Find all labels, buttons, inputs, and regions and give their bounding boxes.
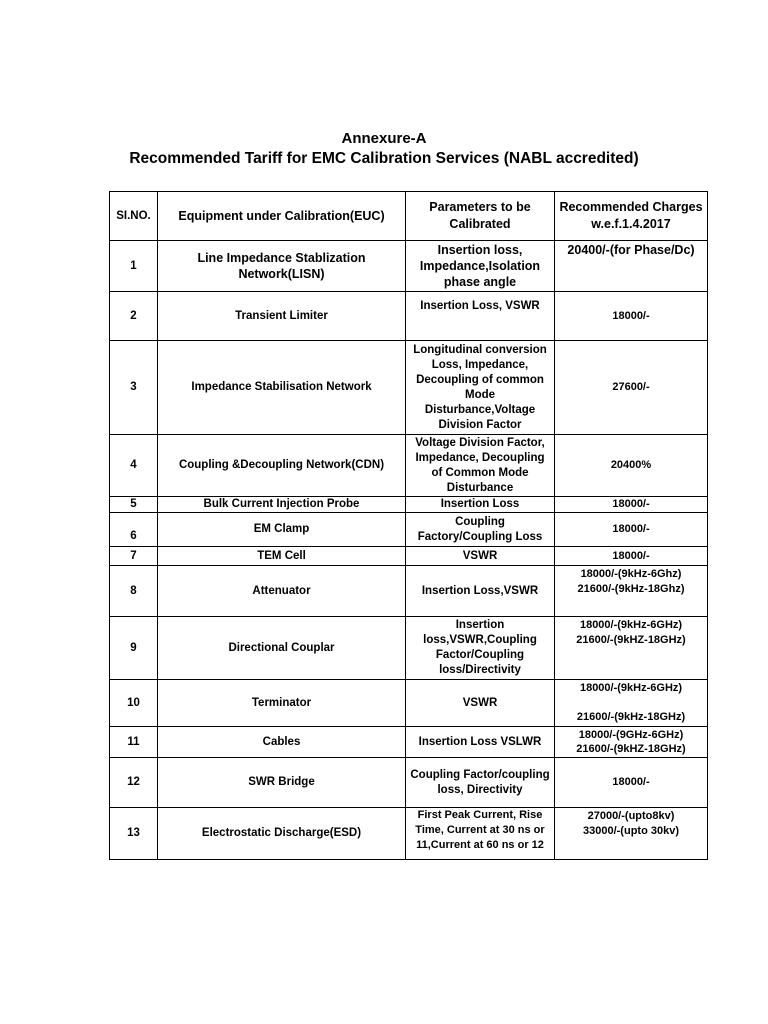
table-row — [110, 727, 708, 758]
row-number: 8 — [110, 566, 158, 617]
parameters-cell: Coupling Factory/Coupling Loss — [406, 513, 555, 547]
table-row — [110, 758, 708, 808]
parameters-cell: VSWR — [406, 547, 555, 566]
row-number: 4 — [110, 435, 158, 497]
table-row — [110, 341, 708, 435]
table-row — [110, 547, 708, 566]
table-row — [110, 241, 708, 292]
row-number: 2 — [110, 292, 158, 341]
row-number: 5 — [110, 497, 158, 513]
parameters-cell: Insertion Loss — [406, 497, 555, 513]
row-number: 11 — [110, 727, 158, 758]
table-row — [110, 617, 708, 680]
table-row — [110, 435, 708, 497]
equipment-name: Impedance Stabilisation Network — [158, 341, 406, 435]
equipment-name: Cables — [158, 727, 406, 758]
row-number: 1 — [110, 241, 158, 292]
parameters-cell: Longitudinal conversion Loss, Impedance, Decoupling of common Mode Disturbance,Voltage Division Factor — [406, 341, 555, 435]
header-charges: Recommended Charges w.e.f.1.4.2017 — [555, 192, 708, 241]
equipment-name: SWR Bridge — [158, 758, 406, 808]
table-row — [110, 292, 708, 341]
charges-cell: 20400% — [555, 435, 708, 497]
parameters-cell: Voltage Division Factor, Impedance, Decoupling of Common Mode Disturbance — [406, 435, 555, 497]
parameters-cell: Insertion Loss VSLWR — [406, 727, 555, 758]
charges-cell: 18000/-(9GHz-6GHz) 21600/-(9kHZ-18GHz) — [555, 727, 708, 758]
header-parameters: Parameters to be Calibrated — [406, 192, 555, 241]
parameters-cell: Insertion loss, Impedance,Isolation phase angle — [406, 241, 555, 292]
charges-cell: 18000/- — [555, 497, 708, 513]
charges-cell: 27600/- — [555, 341, 708, 435]
equipment-name: Coupling &Decoupling Network(CDN) — [158, 435, 406, 497]
charges-cell: 18000/- — [555, 547, 708, 566]
parameters-cell: Insertion Loss,VSWR — [406, 566, 555, 617]
tariff-table — [109, 191, 708, 860]
table-row — [110, 808, 708, 860]
document-title: Recommended Tariff for EMC Calibration Services (NABL accredited) — [129, 150, 639, 167]
header-sino: SI.NO. — [110, 192, 158, 241]
table-row — [110, 513, 708, 547]
parameters-cell: First Peak Current, Rise Time, Current at 30 ns or 11,Current at 60 ns or 12 — [406, 808, 555, 860]
parameters-cell: Coupling Factor/coupling loss, Directivity — [406, 758, 555, 808]
charges-cell: 18000/- — [555, 292, 708, 341]
parameters-cell: VSWR — [406, 680, 555, 727]
equipment-name: Directional Couplar — [158, 617, 406, 680]
row-number: 10 — [110, 680, 158, 727]
table-header-row — [110, 192, 708, 241]
table-row — [110, 566, 708, 617]
equipment-name: Bulk Current Injection Probe — [158, 497, 406, 513]
charges-cell: 18000/- — [555, 758, 708, 808]
parameters-cell: Insertion loss,VSWR,Coupling Factor/Coupling loss/Directivity — [406, 617, 555, 680]
charges-cell: 27000/-(upto8kv) 33000/-(upto 30kv) — [555, 808, 708, 860]
charges-cell: 18000/-(9kHz-6GHz) 21600/-(9kHz-18GHz) — [555, 680, 708, 727]
table-row — [110, 497, 708, 513]
header-equipment: Equipment under Calibration(EUC) — [158, 192, 406, 241]
row-number: 13 — [110, 808, 158, 860]
row-number: 12 — [110, 758, 158, 808]
equipment-name: Terminator — [158, 680, 406, 727]
equipment-name: TEM Cell — [158, 547, 406, 566]
row-number: 6 — [110, 513, 158, 547]
annexure-label: Annexure-A — [341, 130, 427, 147]
table-row — [110, 680, 708, 727]
charges-cell: 18000/-(9kHz-6GHz) 21600/-(9kHZ-18GHz) — [555, 617, 708, 680]
row-number: 3 — [110, 341, 158, 435]
row-number: 9 — [110, 617, 158, 680]
charges-cell: 18000/-(9kHz-6Ghz) 21600/-(9kHz-18Ghz) — [555, 566, 708, 617]
charges-cell: 20400/-(for Phase/Dc) — [555, 241, 708, 292]
equipment-name: Electrostatic Discharge(ESD) — [158, 808, 406, 860]
row-number: 7 — [110, 547, 158, 566]
equipment-name: EM Clamp — [158, 513, 406, 547]
equipment-name: Line Impedance Stablization Network(LISN) — [158, 241, 406, 292]
equipment-name: Transient Limiter — [158, 292, 406, 341]
equipment-name: Attenuator — [158, 566, 406, 617]
charges-cell: 18000/- — [555, 513, 708, 547]
parameters-cell: Insertion Loss, VSWR — [406, 292, 555, 341]
